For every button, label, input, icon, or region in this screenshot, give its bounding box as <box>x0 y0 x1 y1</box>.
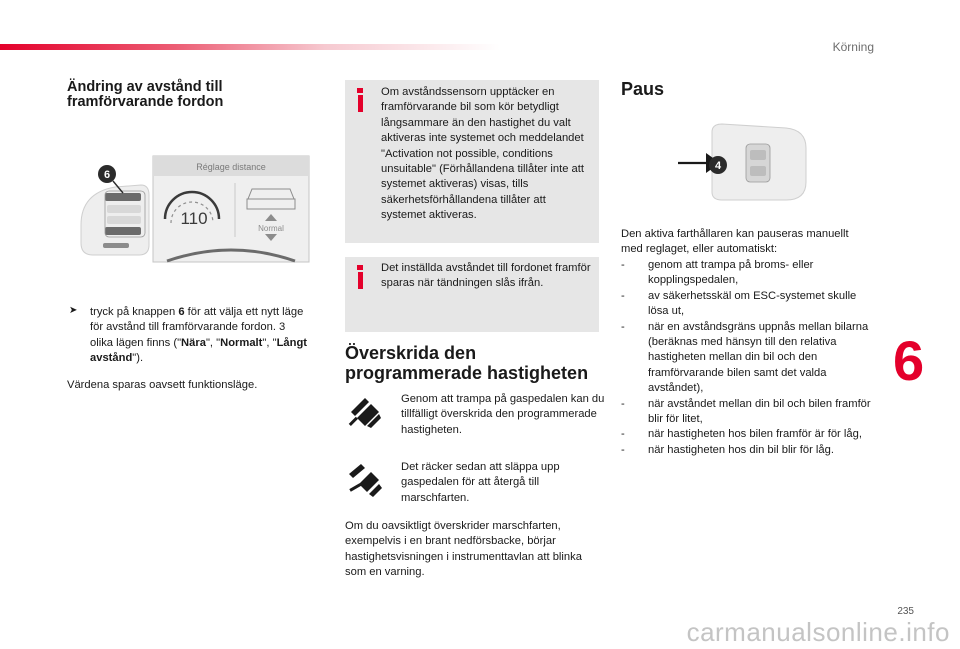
bold-term: 6 <box>178 306 185 318</box>
overspeed-warning-text: Om du oavsiktligt överskrider marschfarten, exempelvis i en brant nedförsbacke, börjar hastighetsvisningen i instrumenttavlan att blinka som en varning. <box>345 520 582 579</box>
section-title-exceed: Överskrida den programmerade hastigheten <box>345 343 589 383</box>
section-title-distance: Ändring av avstånd till framförvarande fordon <box>67 79 224 110</box>
list-item: - av säkerhetsskäl om ESC-systemet skulle lösa ut, <box>621 289 877 320</box>
header-accent-bar <box>0 44 500 50</box>
pause-control-illustration <box>660 122 810 204</box>
memory-note: Värdena sparas oavsett funktionsläge. <box>67 379 258 391</box>
accelerator-press-icon <box>345 392 385 432</box>
page-number: 235 <box>897 606 914 617</box>
pause-intro: Den aktiva farthållaren kan pauseras manuellt med reglaget, eller automatiskt: <box>621 228 849 256</box>
figure-button-number: 6 <box>103 169 111 181</box>
text-run: "). <box>132 352 144 365</box>
pedal-press-text: Genom att trampa på gaspedalen kan du tillfälligt överskrida den programmerade hastigheten. <box>401 393 605 436</box>
text-run: för att välja ett nytt läge för avstånd till framförvarande fordon. 3 olika lägen finns (" <box>90 306 304 349</box>
pause-conditions-list <box>621 258 877 458</box>
screen-speed-value: 110 <box>180 209 208 228</box>
info-icon <box>355 265 365 289</box>
info-icon <box>355 88 365 112</box>
watermark: carmanualsonline.info <box>686 617 950 647</box>
text-run: ", " <box>262 336 277 349</box>
section-title-pause: Paus <box>621 79 665 99</box>
instruction-bullet <box>69 305 309 367</box>
list-item: - när avståndet mellan din bil och bilen framför blir för litet, <box>621 397 877 428</box>
info-box-activation <box>345 80 599 243</box>
pedal-press-row <box>345 392 605 438</box>
list-item: - när en avståndsgräns uppnås mellan bilarna (beräknas med hänsyn till den relativa hastigheten mellan din bil och den framförvarande bilen samt det valda avståndet), <box>621 320 877 397</box>
pedal-release-row <box>345 460 605 506</box>
accelerator-release-icon <box>345 460 385 500</box>
figure-button-number: 4 <box>714 160 722 172</box>
list-item: - genom att trampa på broms- eller kopplingspedalen, <box>621 258 877 289</box>
bold-term: Nära <box>181 336 206 349</box>
bold-term: Långt avstånd <box>90 336 308 365</box>
info-text-memory: Det inställda avståndet till fordonet framför sparas när tändningen slås ifrån. <box>381 262 591 290</box>
text-run: ", " <box>205 336 221 349</box>
instruction-text <box>69 305 309 367</box>
bold-term: Normalt <box>220 336 263 349</box>
distance-setting-illustration <box>67 153 311 265</box>
text-run: tryck på knappen <box>90 306 179 318</box>
chapter-number: 6 <box>893 329 925 392</box>
info-box-memory <box>345 257 599 332</box>
list-item: - när hastigheten hos bilen framför är för låg, <box>621 427 877 442</box>
list-item: - när hastigheten hos din bil blir för låg. <box>621 443 877 458</box>
bullet-arrow-icon: ➤ <box>69 305 78 316</box>
section-label: Körning <box>832 40 874 54</box>
screen-distance-level: Normal <box>258 224 284 233</box>
pedal-release-text: Det räcker sedan att släppa upp gaspedalen för att återgå till marschfarten. <box>401 461 560 504</box>
screen-header: Réglage distance <box>196 162 266 172</box>
info-text-activation: Om avståndssensorn upptäcker en framförvarande bil som kör betydligt långsammare än den hastighet du valt aktiveras inte systemet och meddelandet "Activation not possible, conditions unsuitable" (Förhållandena tillåter inte att systemet aktiveras) visas, tills säkerhetsförhållandena tillåter att systemet aktiveras. <box>381 86 584 222</box>
